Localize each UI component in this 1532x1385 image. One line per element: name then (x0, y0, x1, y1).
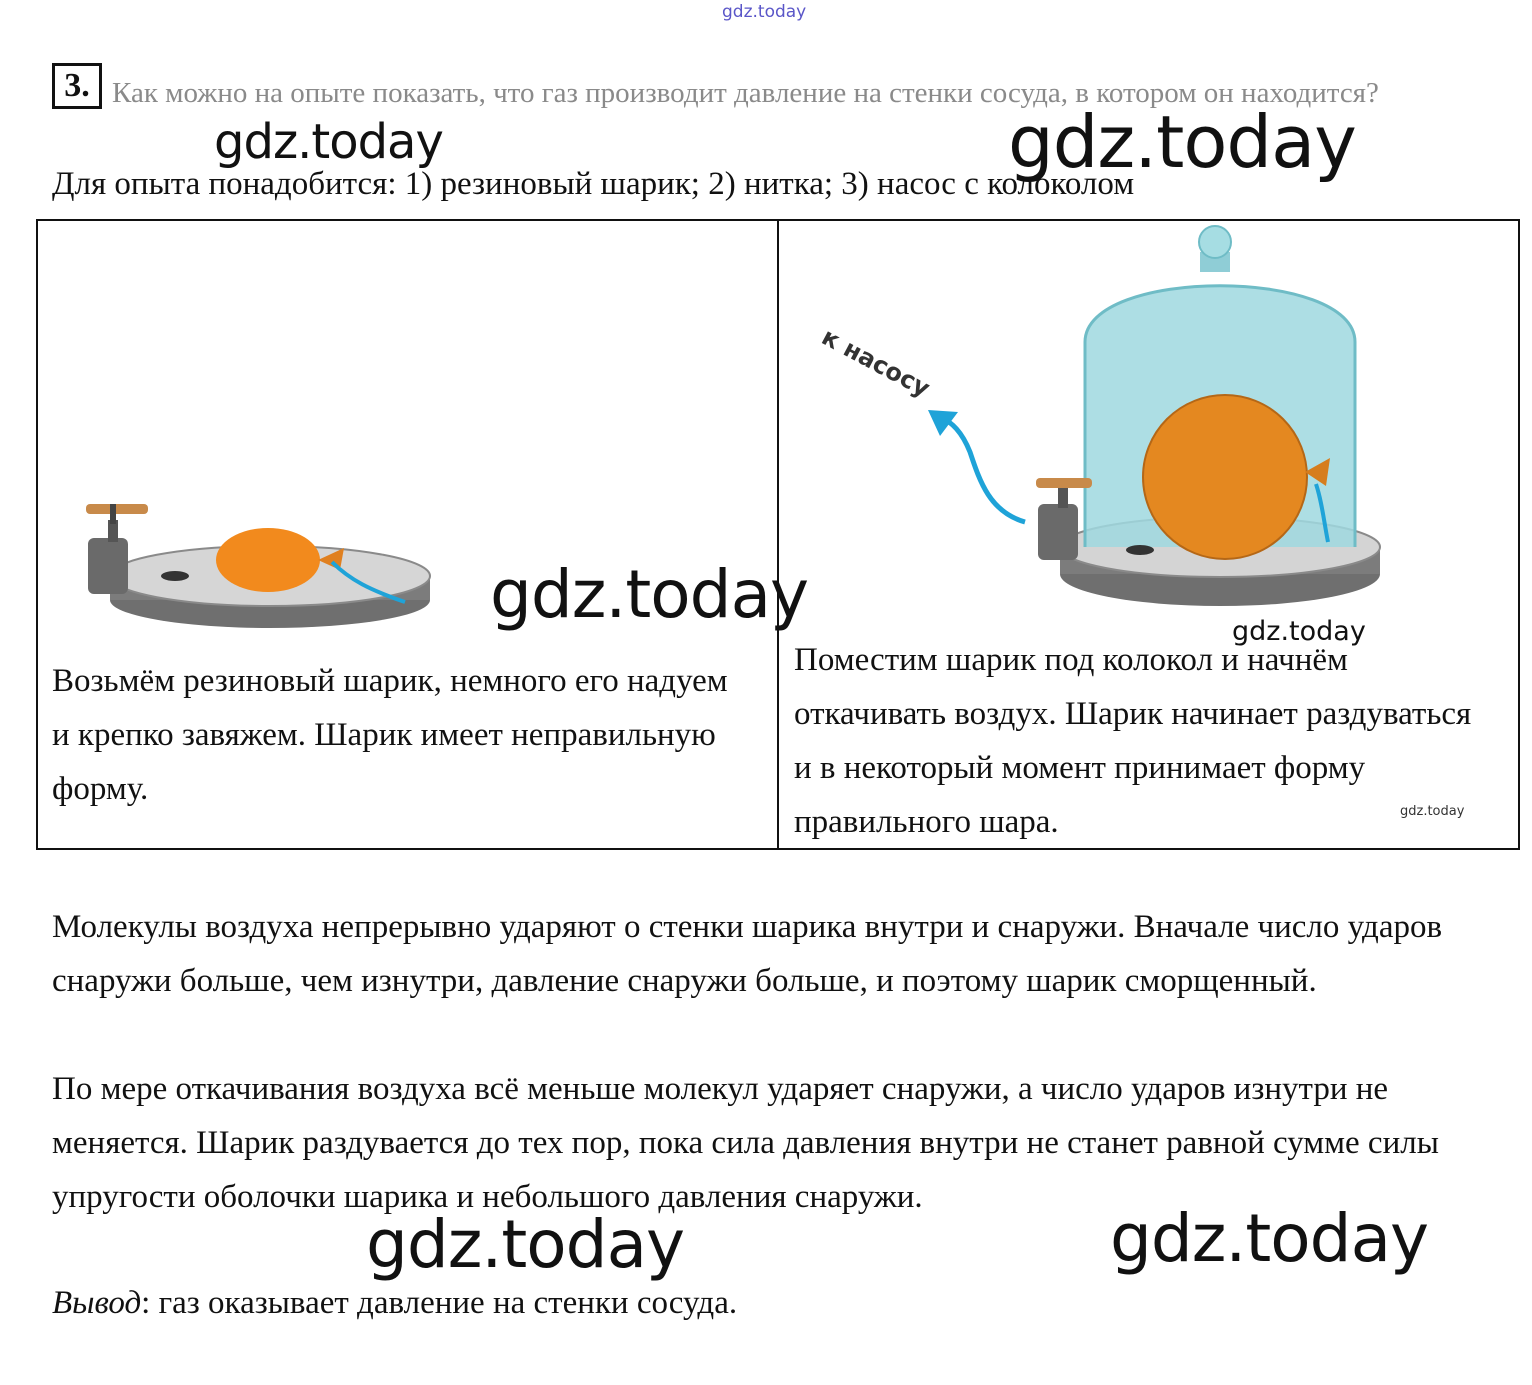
watermark-bottom-left: gdz.today (366, 1206, 685, 1283)
task-number: 3. (52, 63, 102, 109)
watermark-question: gdz.today (214, 114, 443, 170)
watermark-photo-right: gdz.today (1232, 616, 1366, 647)
table-divider (777, 219, 779, 850)
task-question: Как можно на опыте показать, что газ производит давление на стенки сосуда, в котором он находится? (112, 77, 1379, 109)
conclusion (52, 1276, 1492, 1330)
explanation-paragraph-1: Молекулы воздуха непрерывно ударяют о стенки шарика внутри и снаружи. Вначале число ударов снаружи больше, чем изнутри, давление снаружи больше, и поэтому шарик сморщенный. (52, 909, 1443, 999)
watermark-photo-small: gdz.today (1400, 804, 1465, 819)
explanation-paragraph-2: По мере откачивания воздуха всё меньше молекул ударяет снаружи, а число ударов изнутри не меняется. Шарик раздувается до тех пор, пока сила давления внутри не станет равной сумме силы упругости оболочки шарика и небольшого давления снаружи. (52, 1071, 1439, 1215)
watermark-top: gdz.today (722, 2, 807, 22)
materials-list: Для опыта понадобится: 1) резиновый шарик; 2) нитка; 3) насос с колоколом (52, 166, 1135, 202)
watermark-header-right: gdz.today (1008, 100, 1356, 184)
figure-bell-jar (800, 222, 1400, 622)
table-cell-right-text: Поместим шарик под колокол и начнём откачивать воздух. Шарик начинает раздуваться и в некоторый момент принимает форму правильного шара. (794, 642, 1472, 840)
conclusion-text: : газ оказывает давление на стенки сосуда. (141, 1285, 738, 1321)
conclusion-label: Вывод (52, 1285, 142, 1321)
watermark-middle: gdz.today (490, 556, 809, 633)
figure-plate-balloon (70, 490, 450, 650)
table-cell-left-text: Возьмём резиновый шарик, немного его надуем и крепко завяжем. Шарик имеет неправильную форму. (52, 663, 728, 807)
watermark-bottom-right: gdz.today (1110, 1200, 1429, 1277)
pump-label: к насосу (817, 322, 935, 403)
